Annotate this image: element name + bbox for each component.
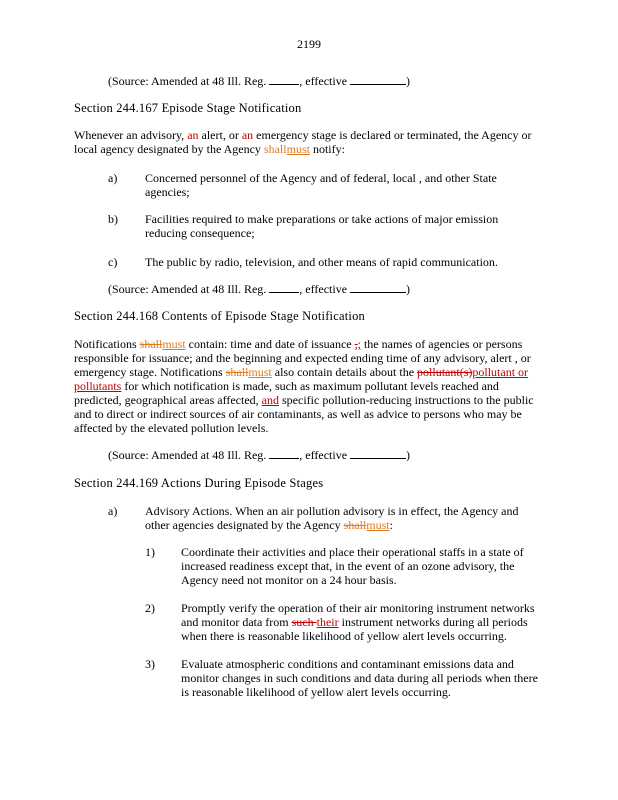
sublist-label: 1) xyxy=(145,545,155,559)
paragraph-line: pollutants for which notification is made, such as maximum pollutant levels reached and xyxy=(74,379,499,393)
list-item-text: Concerned personnel of the Agency and of federal, local , and other State xyxy=(145,171,497,185)
sublist-item-text: Coordinate their activities and place their operational staffs in a state of xyxy=(181,545,524,559)
sublist-item-text: when there is reasonable likelihood of yellow alert levels occurring. xyxy=(181,629,507,643)
paragraph-line: Whenever an advisory, an alert, or an emergency stage is declared or terminated, the Agency or xyxy=(74,128,532,142)
paragraph-line: and to direct or indirect sources of air contaminants, as well as advice to persons who may be xyxy=(74,407,522,421)
paragraph-line: Notifications shallmust contain: time and date of issuance ,; the names of agencies or persons xyxy=(74,337,523,351)
list-label: a) xyxy=(108,171,118,185)
list-label: b) xyxy=(108,212,118,226)
sublist-item-text: is reasonable likelihood of yellow alert levels occurring. xyxy=(181,685,451,699)
section-heading: Section 244.169 Actions During Episode Stages xyxy=(74,476,324,490)
section-heading: Section 244.168 Contents of Episode Stage Notification xyxy=(74,309,365,323)
section-heading: Section 244.167 Episode Stage Notification xyxy=(74,101,302,115)
sublist-item-text: increased readiness except that, in the event of an ozone advisory, the xyxy=(181,559,515,573)
list-item-text: other agencies designated by the Agency shallmust: xyxy=(145,518,393,532)
list-label: c) xyxy=(108,255,118,269)
source-note: (Source: Amended at 48 Ill. Reg. , effective ) xyxy=(108,74,411,88)
source-note: (Source: Amended at 48 Ill. Reg. , effective ) xyxy=(108,282,411,296)
sublist-item-text: and monitor data from such their instrument networks during all periods xyxy=(181,615,528,629)
list-item-text: Advisory Actions. When an air pollution advisory is in effect, the Agency and xyxy=(145,504,519,518)
list-item-text: Facilities required to make preparations or take actions of major emission xyxy=(145,212,499,226)
sublist-label: 3) xyxy=(145,657,155,671)
source-note: (Source: Amended at 48 Ill. Reg. , effective ) xyxy=(108,448,411,462)
paragraph-line: affected by the elevated pollution levels. xyxy=(74,421,269,435)
sublist-item-text: Evaluate atmospheric conditions and contaminant emissions data and xyxy=(181,657,514,671)
paragraph-line: local agency designated by the Agency shallmust notify: xyxy=(74,142,345,156)
list-item-text: The public by radio, television, and other means of rapid communication. xyxy=(145,255,498,269)
sublist-item-text: monitor changes in such conditions and data during all periods when there xyxy=(181,671,538,685)
paragraph-line: responsible for issuance; and the beginning and expected ending time of any advisory, alert , or xyxy=(74,351,531,365)
list-item-text: agencies; xyxy=(145,185,190,199)
paragraph-line: emergency stage. Notifications shallmust also contain details about the pollutant(s)pollutant or xyxy=(74,365,529,379)
paragraph-line: predicted, geographical areas affected, and specific pollution-reducing instructions to the public xyxy=(74,393,534,407)
sublist-label: 2) xyxy=(145,601,155,615)
page-number: 2199 xyxy=(297,37,321,51)
sublist-item-text: Promptly verify the operation of their air monitoring instrument networks xyxy=(181,601,535,615)
sublist-item-text: Agency need not monitor on a 24 hour basis. xyxy=(181,573,397,587)
list-label: a) xyxy=(108,504,118,518)
list-item-text: reducing consequence; xyxy=(145,226,255,240)
